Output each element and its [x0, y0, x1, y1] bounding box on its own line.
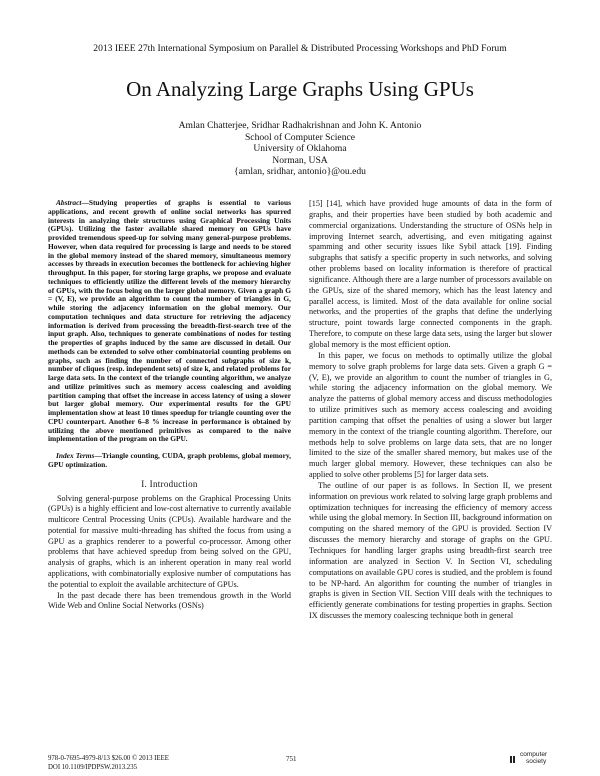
abstract-text: —Studying properties of graphs is essential to various applications, and recent growth of online social networks has spurred interests in analyzing their structures using Graphical Processing Units (GPUs). Utilizing the faster available shared memory on GPUs have provided tremendous speed-up for solving many general-purpose problems. However, when data required for processing is large and needs to be stored in the global memory instead of the shared memory, simultaneous memory accesses by threads in execution becomes the bottleneck for achieving higher throughput. In this paper, for storing large graphs, we propose and evaluate techniques to efficiently utilize the different levels of the memory hierarchy of GPUs, with the focus being on the larger global memory. Given a graph G = (V, E), we provide an algorithm to count the number of triangles in G, while storing the adjacency information on the global memory. Our computation techniques and data structure for retrieving the adjacency information is derived from processing the breadth-first-search tree of the input graph. Also, techniques to generate combinations of nodes for testing the properties of graphs induced by the same are discussed in detail. Our methods can be extended to solve other combinatorial counting problems on graphs, such as finding the number of connected subgraphs of size k, number of cliques (resp. independent sets) of size k, and related problems for large data sets. In the context of the triangle counting algorithm, we analyze and utilize primitives such as memory access coalescing and avoiding partition camping that offset the increase in access latency of using a slower but larger global memory. Our experimental results for the GPU implementation show at least 10 times speedup for triangle counting over the CPU counterpart. Another 6–8 % increase in performance is obtained by utilizing the above mentioned primitives as compared to the naive implementation of the program on the GPU. — [48, 198, 291, 444]
right-paragraph-2: In this paper, we focus on methods to optimally utilize the global memory to solve graph problems for large data sets. Given a graph G = (V, E), we provide an algorithm to count the number of triangles in G, while storing the adjacency information on the global memory. We analyze the patterns of global memory access and discuss methodologies to utilize primitives such as memory access coalescing and avoiding partition camping that offset the penalties of using a slower but larger memory in the context of the triangle counting algorithm. Therefore, our methods help to solve problems on large data sets, that are no longer limited to the size of the smaller shared memory, but makes use of the much larger global memory. However, these techniques can also be applied to solve other problems [5] for larger data sets. — [309, 350, 552, 480]
conference-header: 2013 IEEE 27th International Symposium on Parallel & Distributed Processing Workshops and PhD Forum — [93, 43, 507, 54]
logo-word-computer: computer — [520, 751, 548, 758]
section-heading-introduction: I. Introduction — [141, 478, 198, 489]
author-university: University of Oklahoma — [253, 143, 347, 154]
right-paragraph-1: [15] [14], which have provided huge amounts of data in the form of graphs, and their properties have been studied by both academic and commercial organizations. Understanding the structure of OSNs help in improving Internet search, advertising, and even mitigating against spamming and other security issues like Sybil attack [19]. Finding subgraphs that satisfy a specific property in such networks, and solving other problems based on locality information is therefore of practical significance. Although there are a large number of processors available on the GPUs, size of the shared memory, which has the least latency and parallel access, is limited. Most of the data available for online social networks, and the properties of the graphs that define the underlying structure, point towards large connected components in the graph. Therefore, to compute on these large data sets, using the larger but slower global memory is the most efficient option. — [309, 199, 552, 349]
author-names: Amlan Chatterjee, Sridhar Radhakrishnan and John K. Antonio — [178, 120, 422, 131]
computer-society-logo — [508, 748, 556, 770]
author-emails: {amlan, sridhar, antonio}@ou.edu — [234, 166, 366, 177]
author-block — [0, 120, 600, 178]
right-column — [309, 199, 552, 622]
right-paragraph-3: The outline of our paper is as follows. In Section II, we present information on previous work related to solving large graph problems and optimization techniques for increasing the efficiency of memory access while using the global memory. In Section III, background information on computing on the shared memory of the GPU is provided. Section IV discusses the memory hierarchy and storage of graphs on the GPU. Techniques for handling larger graphs using breadth-first search tree information are analyzed in Section V. In Section VI, scheduling computations on available GPU cores is studied, and the problem is found to be NP-hard. An algorithm for counting the number of triangles in graphs is given in Section VII. Section VIII deals with the techniques to efficiently generate combinations for testing properties in graphs. Section IX discusses the memory coalescing technique both in general — [309, 480, 552, 621]
footer-citation — [48, 754, 169, 772]
index-terms — [48, 452, 291, 470]
index-terms-text: —Triangle counting, CUDA, graph problems, global memory, GPU optimization. — [48, 451, 292, 469]
intro-paragraph-1: Solving general-purpose problems on the Graphical Processing Units (GPUs) is a highly efficient and low-cost alternative to currently available multicore Central Processing Units (CPUs). Available hardware and the potential for massive multi-threading has shifted the focus from using a GPU as a graphics renderer to a powerful co-processor. Among other problems that have achieved speedup from being solved on the GPU, analysis of graphs, which is an inherent operation in many real world applications, with combinatorially explosive number of computations has the potential to exploit the available architecture of GPUs. — [48, 493, 291, 589]
abstract-lead: Abstract — [56, 198, 82, 207]
page-number: 751 — [286, 755, 297, 763]
footer-isbn: 978-0-7695-4979-8/13 $26.00 © 2013 IEEE — [48, 755, 169, 762]
author-school: School of Computer Science — [244, 131, 356, 143]
left-column — [48, 199, 291, 612]
paper-title: On Analyzing Large Graphs Using GPUs — [126, 77, 474, 101]
intro-paragraph-2: In the past decade there has been tremendous growth in the World Wide Web and Online Social Networks (OSNs) — [48, 590, 291, 611]
computer-society-mark-icon — [510, 750, 518, 758]
abstract — [48, 199, 291, 444]
index-terms-lead: Index Terms — [56, 451, 95, 460]
logo-word-society: society — [526, 758, 547, 765]
author-location: Norman, USA — [272, 154, 328, 166]
footer-doi: DOI 10.1109/IPDPSW.2013.235 — [48, 764, 137, 771]
